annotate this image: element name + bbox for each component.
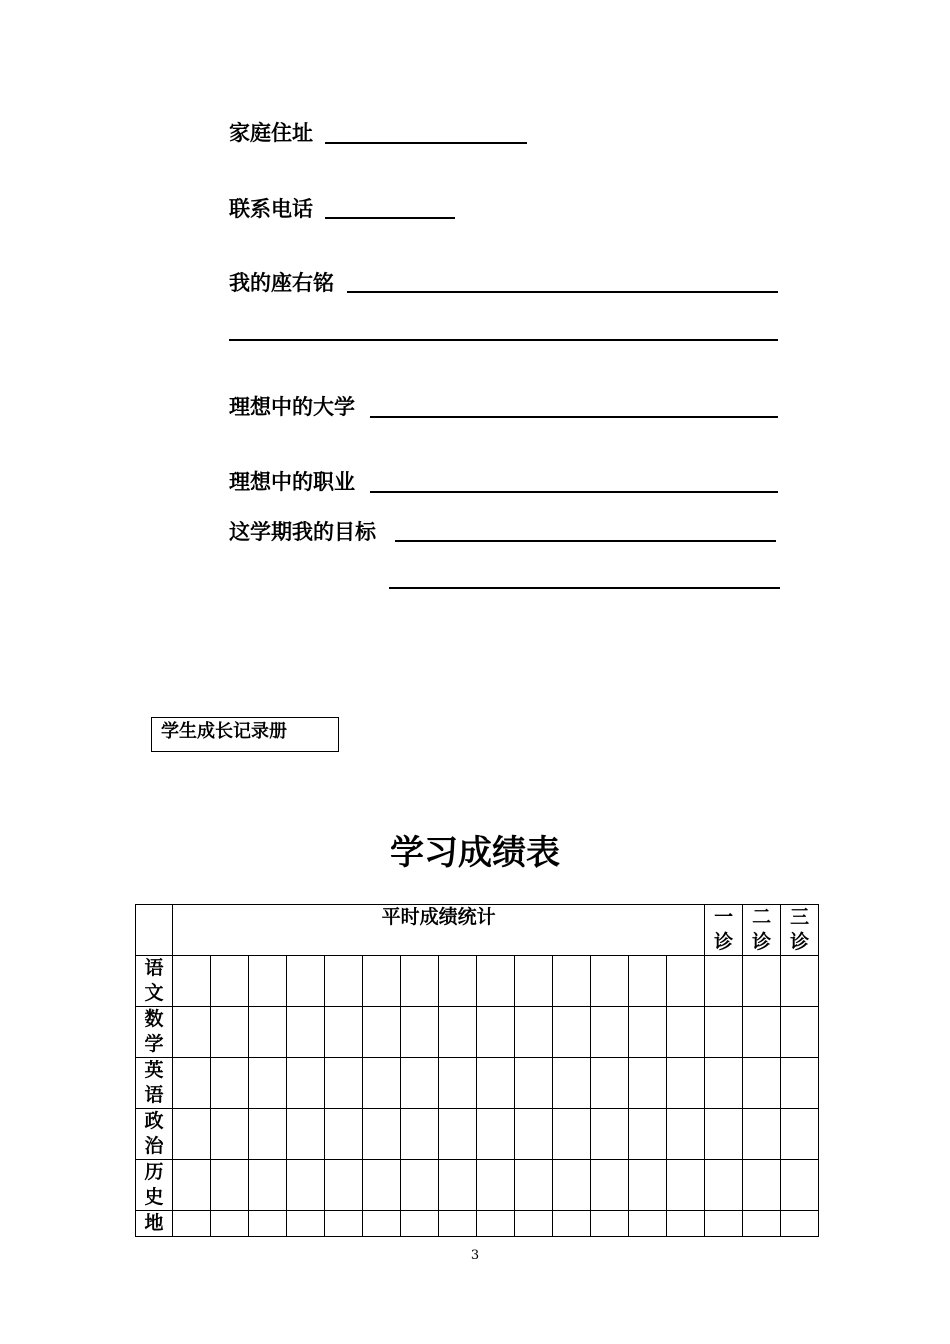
score-cell[interactable] xyxy=(515,1160,553,1211)
subject-label: 政治 xyxy=(144,1110,164,1157)
score-cell[interactable] xyxy=(477,1160,515,1211)
university-line[interactable] xyxy=(370,416,778,418)
subject-cell xyxy=(136,1160,173,1211)
score-cell[interactable] xyxy=(553,1211,591,1237)
score-cell[interactable] xyxy=(173,1109,211,1160)
score-cell[interactable] xyxy=(629,956,667,1007)
score-cell[interactable] xyxy=(401,1109,439,1160)
page-number: 3 xyxy=(470,1248,480,1263)
score-cell[interactable] xyxy=(591,1007,629,1058)
grade-rows xyxy=(136,956,819,1237)
table-row xyxy=(136,1160,819,1211)
grades-table xyxy=(135,904,819,1237)
score-cell[interactable] xyxy=(287,1007,325,1058)
score-cell[interactable] xyxy=(173,1007,211,1058)
score-cell[interactable] xyxy=(705,1211,743,1237)
exam-label: 一诊 xyxy=(714,906,734,953)
score-cell[interactable] xyxy=(705,1058,743,1109)
score-cell[interactable] xyxy=(705,1109,743,1160)
score-cell[interactable] xyxy=(667,1109,705,1160)
subject-cell xyxy=(136,1007,173,1058)
score-cell[interactable] xyxy=(439,1007,477,1058)
score-cell[interactable] xyxy=(477,1058,515,1109)
score-cell[interactable] xyxy=(553,1007,591,1058)
score-cell[interactable] xyxy=(477,1211,515,1237)
score-cell[interactable] xyxy=(591,1211,629,1237)
exam-header-1 xyxy=(705,905,743,956)
record-book-badge: 学生成长记录册 xyxy=(151,717,339,752)
score-cell[interactable] xyxy=(781,956,819,1007)
score-cell[interactable] xyxy=(401,956,439,1007)
score-cell[interactable] xyxy=(363,956,401,1007)
score-cell[interactable] xyxy=(667,956,705,1007)
subject-cell xyxy=(136,956,173,1007)
score-cell[interactable] xyxy=(629,1211,667,1237)
score-cell[interactable] xyxy=(287,1109,325,1160)
score-cell[interactable] xyxy=(781,1007,819,1058)
score-cell[interactable] xyxy=(781,1160,819,1211)
score-cell[interactable] xyxy=(363,1007,401,1058)
subject-cell xyxy=(136,1109,173,1160)
score-cell[interactable] xyxy=(249,1007,287,1058)
score-cell[interactable] xyxy=(363,1160,401,1211)
score-cell[interactable] xyxy=(173,956,211,1007)
score-cell[interactable] xyxy=(439,1109,477,1160)
score-cell[interactable] xyxy=(553,1160,591,1211)
score-cell[interactable] xyxy=(781,1109,819,1160)
score-cell[interactable] xyxy=(553,1109,591,1160)
score-cell[interactable] xyxy=(515,1109,553,1160)
score-cell[interactable] xyxy=(325,1211,363,1237)
score-cell[interactable] xyxy=(287,1160,325,1211)
score-cell[interactable] xyxy=(325,956,363,1007)
score-cell[interactable] xyxy=(325,1058,363,1109)
motto-line-1[interactable] xyxy=(347,291,778,293)
subject-cell xyxy=(136,1058,173,1109)
score-cell[interactable] xyxy=(439,1160,477,1211)
subject-label: 语文 xyxy=(144,957,164,1004)
subject-label: 地 xyxy=(144,1212,164,1234)
motto-label: 我的座右铭 xyxy=(229,271,334,295)
score-cell[interactable] xyxy=(439,956,477,1007)
score-cell[interactable] xyxy=(591,956,629,1007)
score-cell[interactable] xyxy=(249,1160,287,1211)
score-cell[interactable] xyxy=(667,1160,705,1211)
score-cell[interactable] xyxy=(515,1211,553,1237)
score-cell[interactable] xyxy=(211,1109,249,1160)
score-cell[interactable] xyxy=(173,1058,211,1109)
score-cell[interactable] xyxy=(173,1160,211,1211)
score-cell[interactable] xyxy=(211,1160,249,1211)
score-cell[interactable] xyxy=(553,1058,591,1109)
score-cell[interactable] xyxy=(781,1058,819,1109)
score-cell[interactable] xyxy=(667,1058,705,1109)
score-cell[interactable] xyxy=(743,956,781,1007)
score-cell[interactable] xyxy=(477,956,515,1007)
table-row xyxy=(136,1211,819,1237)
score-cell[interactable] xyxy=(173,1211,211,1237)
score-cell[interactable] xyxy=(363,1211,401,1237)
page-title: 学习成绩表 xyxy=(390,833,560,873)
score-cell[interactable] xyxy=(667,1007,705,1058)
score-cell[interactable] xyxy=(325,1160,363,1211)
table-row xyxy=(136,1109,819,1160)
score-cell[interactable] xyxy=(211,1211,249,1237)
score-cell[interactable] xyxy=(439,1211,477,1237)
table-row xyxy=(136,956,819,1007)
subject-label: 数学 xyxy=(144,1008,164,1055)
subject-label: 历史 xyxy=(144,1161,164,1208)
motto-line-2[interactable] xyxy=(229,339,778,341)
score-cell[interactable] xyxy=(249,956,287,1007)
goal-line-2[interactable] xyxy=(389,587,780,589)
score-cell[interactable] xyxy=(439,1058,477,1109)
university-label: 理想中的大学 xyxy=(229,395,355,419)
score-cell[interactable] xyxy=(249,1211,287,1237)
score-cell[interactable] xyxy=(211,1007,249,1058)
phone-label: 联系电话 xyxy=(229,197,313,221)
score-cell[interactable] xyxy=(743,1160,781,1211)
score-cell[interactable] xyxy=(629,1160,667,1211)
goal-label: 这学期我的目标 xyxy=(229,520,376,544)
score-cell[interactable] xyxy=(591,1109,629,1160)
score-cell[interactable] xyxy=(667,1211,705,1237)
score-cell[interactable] xyxy=(401,1007,439,1058)
score-cell[interactable] xyxy=(629,1109,667,1160)
table-row xyxy=(136,1007,819,1058)
score-cell[interactable] xyxy=(249,1058,287,1109)
goal-line-1[interactable] xyxy=(395,540,776,542)
exam-header-2 xyxy=(743,905,781,956)
exam-label: 二诊 xyxy=(752,906,772,953)
score-cell[interactable] xyxy=(401,1058,439,1109)
score-cell[interactable] xyxy=(287,956,325,1007)
score-cell[interactable] xyxy=(477,1007,515,1058)
score-cell[interactable] xyxy=(743,1007,781,1058)
score-cell[interactable] xyxy=(743,1109,781,1160)
phone-line[interactable] xyxy=(325,217,455,219)
score-cell[interactable] xyxy=(705,956,743,1007)
score-cell[interactable] xyxy=(363,1058,401,1109)
score-cell[interactable] xyxy=(401,1160,439,1211)
career-line[interactable] xyxy=(370,491,778,493)
address-label: 家庭住址 xyxy=(229,121,313,145)
score-cell[interactable] xyxy=(629,1007,667,1058)
score-cell[interactable] xyxy=(287,1211,325,1237)
career-label: 理想中的职业 xyxy=(229,470,355,494)
subject-cell xyxy=(136,1211,173,1237)
score-cell[interactable] xyxy=(705,1007,743,1058)
score-cell[interactable] xyxy=(401,1211,439,1237)
score-cell[interactable] xyxy=(553,956,591,1007)
score-cell[interactable] xyxy=(325,1109,363,1160)
score-cell[interactable] xyxy=(591,1058,629,1109)
regular-scores-header: 平时成绩统计 xyxy=(173,905,705,956)
score-cell[interactable] xyxy=(363,1109,401,1160)
score-cell[interactable] xyxy=(629,1058,667,1109)
score-cell[interactable] xyxy=(287,1058,325,1109)
score-cell[interactable] xyxy=(249,1109,287,1160)
score-cell[interactable] xyxy=(743,1058,781,1109)
score-cell[interactable] xyxy=(705,1160,743,1211)
score-cell[interactable] xyxy=(211,956,249,1007)
score-cell[interactable] xyxy=(515,1007,553,1058)
score-cell[interactable] xyxy=(515,1058,553,1109)
exam-header-3 xyxy=(781,905,819,956)
exam-label: 三诊 xyxy=(790,906,810,953)
score-cell[interactable] xyxy=(211,1058,249,1109)
score-cell[interactable] xyxy=(781,1211,819,1237)
score-cell[interactable] xyxy=(325,1007,363,1058)
score-cell[interactable] xyxy=(477,1109,515,1160)
score-cell[interactable] xyxy=(743,1211,781,1237)
header-row xyxy=(136,905,819,956)
address-line[interactable] xyxy=(325,142,527,144)
table-row xyxy=(136,1058,819,1109)
subject-label: 英语 xyxy=(144,1059,164,1106)
score-cell[interactable] xyxy=(515,956,553,1007)
corner-cell xyxy=(136,905,173,956)
score-cell[interactable] xyxy=(591,1160,629,1211)
